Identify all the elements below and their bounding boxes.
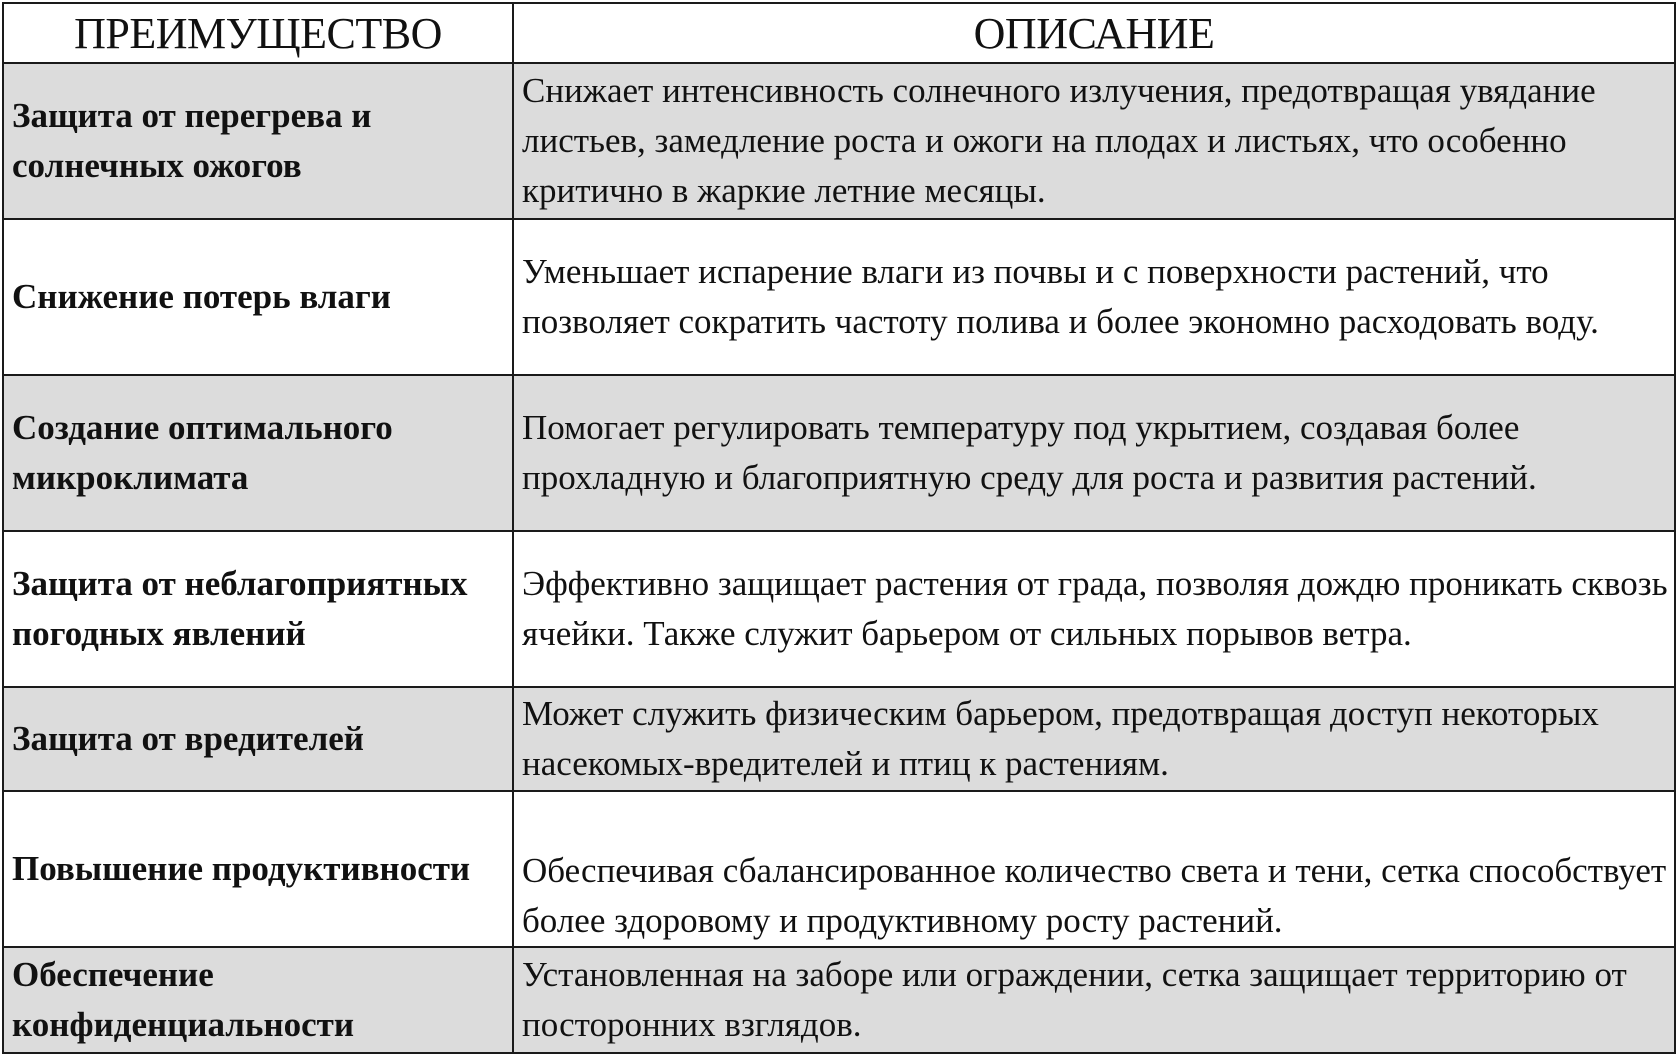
advantage-cell: Создание оптимального микроклимата	[3, 375, 513, 531]
column-header-advantage: ПРЕИМУЩЕСТВО	[3, 3, 513, 63]
advantage-cell: Повышение продуктивности	[3, 791, 513, 947]
description-cell: Снижает интенсивность солнечного излучения, предотвращая увядание листьев, замедление роста и ожоги на плодах и листьях, что особенно критично в жаркие летние месяцы.	[513, 63, 1675, 219]
table-row	[3, 687, 1675, 791]
advantage-cell: Обеспечение конфиденциальности	[3, 947, 513, 1053]
advantage-cell: Защита от вредителей	[3, 687, 513, 791]
table-row	[3, 947, 1675, 1053]
table-row	[3, 531, 1675, 687]
description-cell: Установленная на заборе или ограждении, сетка защищает территорию от посторонних взглядов.	[513, 947, 1675, 1053]
description-cell: Может служить физическим барьером, предотвращая доступ некоторых насекомых-вредителей и птиц к растениям.	[513, 687, 1675, 791]
column-header-description: ОПИСАНИЕ	[513, 3, 1675, 63]
description-cell: Помогает регулировать температуру под укрытием, создавая более прохладную и благоприятную среду для роста и развития растений.	[513, 375, 1675, 531]
advantage-cell: Снижение потерь влаги	[3, 219, 513, 375]
table-row	[3, 63, 1675, 219]
benefits-table	[2, 2, 1676, 1054]
description-cell: Уменьшает испарение влаги из почвы и с поверхности растений, что позволяет сократить частоту полива и более экономно расходовать воду.	[513, 219, 1675, 375]
advantage-cell: Защита от неблагоприятных погодных явлений	[3, 531, 513, 687]
table-row	[3, 375, 1675, 531]
advantage-cell: Защита от перегрева и солнечных ожогов	[3, 63, 513, 219]
table-row	[3, 219, 1675, 375]
description-cell: Обеспечивая сбалансированное количество света и тени, сетка способствует более здоровому и продуктивному росту растений.	[513, 791, 1675, 947]
table-header-row	[3, 3, 1675, 63]
table-row	[3, 791, 1675, 947]
description-cell: Эффективно защищает растения от града, позволяя дождю проникать сквозь ячейки. Также служит барьером от сильных порывов ветра.	[513, 531, 1675, 687]
